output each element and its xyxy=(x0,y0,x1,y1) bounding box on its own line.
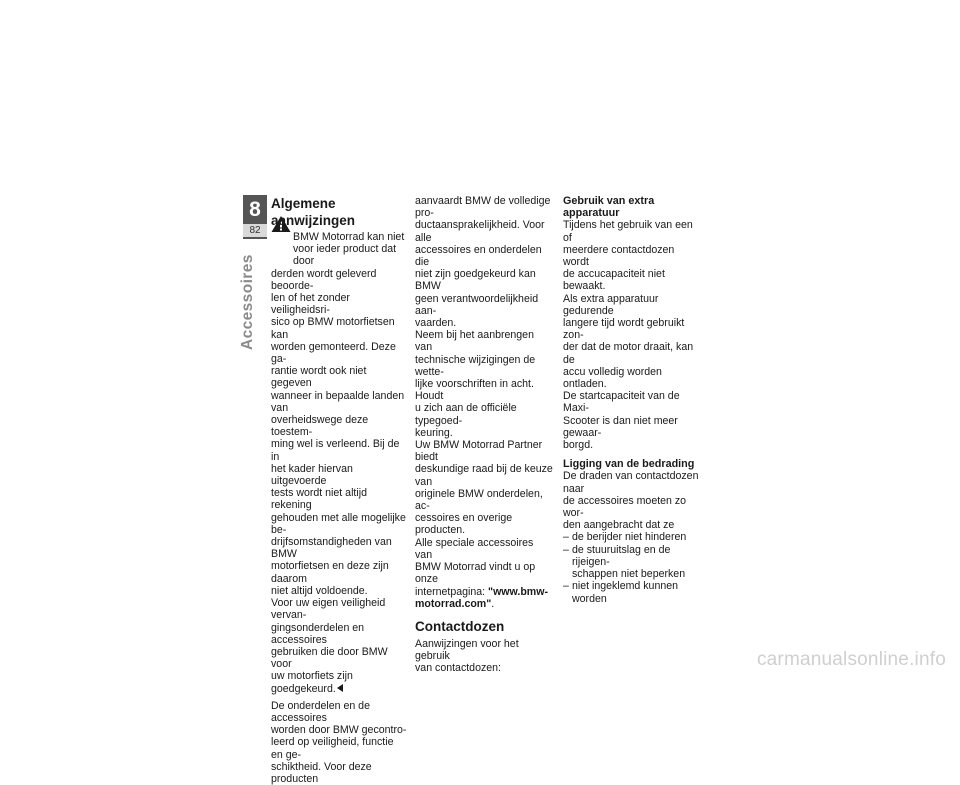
text-line: ming wel is verleend. Bij de in xyxy=(271,438,400,463)
list-item-text: – de stuuruitslag en de rijeigen- xyxy=(572,543,671,568)
text-line: rantie wordt ook niet gegeven xyxy=(271,365,367,390)
text-line: technische wijzigingen de wette- xyxy=(415,353,536,378)
text-line xyxy=(415,598,553,610)
text-line: De onderdelen en de accessoires xyxy=(271,699,370,724)
text-line: niet zijn goedgekeurd kan BMW xyxy=(415,268,536,293)
column-3 xyxy=(563,195,701,605)
website-link[interactable]: "www.bmw- xyxy=(488,585,548,598)
heading-contactdozen: Contactdozen xyxy=(415,618,505,634)
text-line: motorfietsen en deze zijn daarom xyxy=(271,560,389,585)
paragraph xyxy=(271,700,407,785)
paragraph xyxy=(563,470,701,531)
text-line: Scooter is dan niet meer gewaar- xyxy=(563,414,678,439)
text-line: originele BMW onderdelen, ac- xyxy=(415,487,543,513)
text-line: accessoires en onderdelen die xyxy=(415,243,542,269)
list-item xyxy=(563,544,701,581)
text-line: meerdere contactdozen wordt xyxy=(563,243,675,269)
text-line: de accessoires moeten zo wor- xyxy=(563,494,687,520)
page-number: 82 xyxy=(243,224,267,237)
list-item xyxy=(563,580,701,604)
website-link-continued[interactable]: motorrad.com" xyxy=(415,597,492,610)
paragraph xyxy=(415,638,553,675)
text-line: langere tijd wordt gebruikt zon- xyxy=(563,317,685,342)
text-line: tests wordt niet altijd rekening xyxy=(271,487,367,512)
text-line: ductaansprakelijkheid. Voor alle xyxy=(415,219,545,244)
text-line: Voor uw eigen veiligheid vervan- xyxy=(271,597,386,622)
text-line: overheidswege deze toestem- xyxy=(271,414,369,439)
text-line: u zich aan de officiële typegoed- xyxy=(415,402,517,427)
section-title-vertical: Accessoires xyxy=(239,254,256,350)
text-line: worden gemonteerd. Deze ga- xyxy=(271,340,396,366)
text-line-end: uw motorfiets zijn goedgekeurd. xyxy=(271,670,353,695)
heading-gebruik-extra-apparatuur: Gebruik van extra apparatuur xyxy=(563,195,655,220)
text-line: schiktheid. Voor deze producten xyxy=(271,760,372,785)
text-line: den aangebracht dat ze xyxy=(563,519,675,532)
text-line: niet altijd voldoende. xyxy=(271,584,368,597)
chapter-number: 8 xyxy=(249,198,261,221)
list-item-text: de berijder niet hinderen xyxy=(572,531,687,544)
text-line xyxy=(415,586,553,598)
text-line: Als extra apparatuur gedurende xyxy=(563,292,659,317)
text-line: De startcapaciteit van de Maxi- xyxy=(563,390,680,415)
text-line: Aanwijzingen voor het gebruik xyxy=(415,637,519,663)
text-line: derden wordt geleverd beoorde- xyxy=(271,267,377,292)
text-line: voor ieder product dat door xyxy=(293,243,397,268)
text-line: lijke voorschriften in acht. Houdt xyxy=(415,378,534,403)
text-line: geen verantwoordelijkheid aan- xyxy=(415,292,539,317)
text-line: leerd op veiligheid, functie en ge- xyxy=(271,736,394,761)
text-line: gebruiken die door BMW voor xyxy=(271,645,388,671)
text-line xyxy=(271,670,407,694)
text-line: vaarden. xyxy=(415,317,457,330)
text-line: deskundige raad bij de keuze van xyxy=(415,463,553,488)
watermark: carmanualsonline.info xyxy=(756,649,946,670)
text-line: de accucapaciteit niet bewaakt. xyxy=(563,268,665,293)
text-line: van contactdozen: xyxy=(415,662,501,675)
column-1 xyxy=(271,195,407,785)
column-2 xyxy=(415,195,553,675)
text-line: BMW Motorrad vindt u op onze xyxy=(415,561,536,586)
text-line: accu volledig worden ontladen. xyxy=(563,365,662,391)
text-line: gingsonderdelen en accessoires xyxy=(271,621,365,646)
text-line: worden door BMW gecontro- xyxy=(271,724,407,737)
text-line: wanneer in bepaalde landen van xyxy=(271,389,405,414)
text-line: gehouden met alle mogelijke be- xyxy=(271,511,406,536)
text-line: keuring. xyxy=(415,426,453,439)
text-line: De draden van contactdozen naar xyxy=(563,470,699,495)
heading-ligging-bedrading: Ligging van de bedrading xyxy=(563,458,695,471)
text-line: der dat de motor draait, kan de xyxy=(563,341,694,366)
dash-list xyxy=(563,531,701,604)
text-line: het kader hiervan uitgevoerde xyxy=(271,462,353,488)
end-of-section-icon xyxy=(337,684,343,692)
text-line: aanvaardt BMW de volledige pro- xyxy=(415,195,551,220)
text-line: cessoires en overige producten. xyxy=(415,512,513,537)
text-line: drijfsomstandigheden van BMW xyxy=(271,536,392,561)
list-item-text: schappen niet beperken xyxy=(572,568,686,581)
text-line: len of het zonder veiligheidsri- xyxy=(271,292,350,317)
text-line: Tijdens het gebruik van een of xyxy=(563,219,693,244)
text-line: BMW Motorrad kan niet xyxy=(293,231,405,243)
paragraph xyxy=(415,195,553,610)
list-item-text: niet ingeklemd kunnen worden xyxy=(572,580,679,605)
heading-algemene-aanwijzingen: Algemene aanwijzingen xyxy=(271,196,356,228)
text-line: Uw BMW Motorrad Partner biedt xyxy=(415,439,543,464)
list-item xyxy=(563,531,701,543)
period: . xyxy=(491,597,495,610)
paragraph xyxy=(563,219,701,451)
internet-label: internetpagina: xyxy=(415,585,486,598)
text-line: Alle speciale accessoires van xyxy=(415,536,534,561)
text-line: borgd. xyxy=(563,439,594,452)
warning-paragraph xyxy=(271,231,407,695)
text-line: sico op BMW motorfietsen kan xyxy=(271,316,395,341)
text-line: Neem bij het aanbrengen van xyxy=(415,329,534,354)
